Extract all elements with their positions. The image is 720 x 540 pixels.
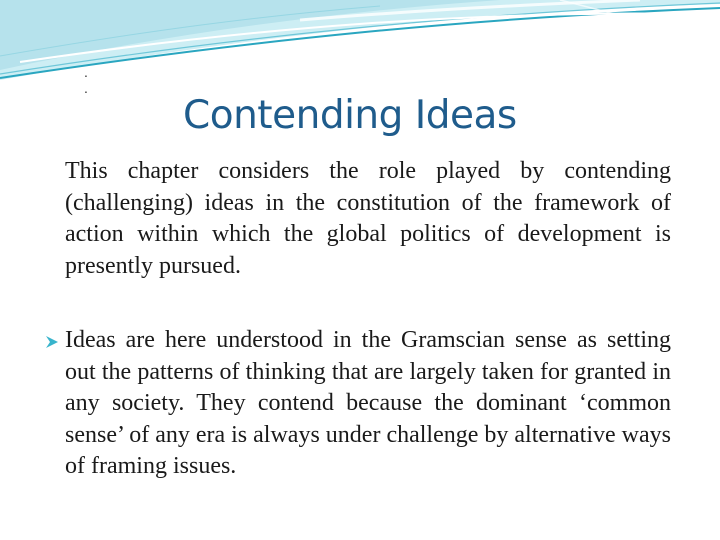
arrow-bullet-icon bbox=[43, 325, 63, 356]
slide-dots bbox=[84, 64, 94, 96]
dot-2: . bbox=[84, 80, 88, 96]
paragraph-bullet bbox=[65, 325, 671, 483]
header-swoosh-banner bbox=[0, 0, 720, 90]
dot-1: . bbox=[84, 64, 88, 80]
slide-title: Contending Ideas bbox=[183, 93, 517, 138]
paragraph-bullet-text: Ideas are here understood in the Gramscian sense as setting out the patterns of thinking that are largely taken for granted in any society. They contend because the dominant ‘common sense’ of any era is always under challenge by alternative ways of framing issues. bbox=[65, 327, 671, 479]
paragraph-intro: This chapter considers the role played by contending (challenging) ideas in the constitution of the framework of action within which the global politics of development is presently pursued. bbox=[65, 158, 671, 279]
